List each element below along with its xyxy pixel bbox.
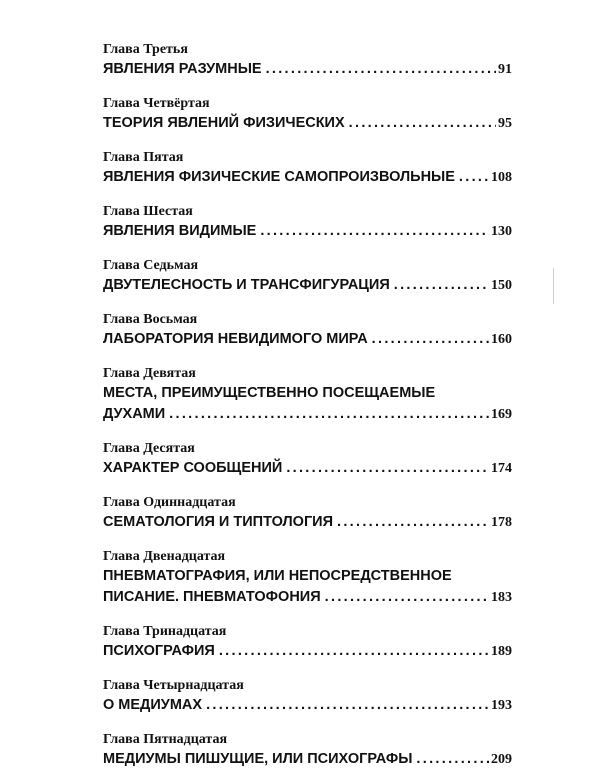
chapter-title-row (103, 512, 512, 533)
chapter-title: ЯВЛЕНИЯ ФИЗИЧЕСКИЕ САМОПРОИЗВОЛЬНЫЕ (103, 169, 455, 185)
dot-leader (459, 167, 489, 188)
toc-entry (103, 310, 512, 350)
chapter-title: ПИСАНИЕ. ПНЕВМАТОФОНИЯ (103, 589, 321, 605)
page-number: 95 (498, 116, 512, 131)
chapter-label: Глава Десятая (103, 441, 195, 456)
page-number: 150 (491, 278, 512, 293)
page-number: 108 (491, 170, 512, 185)
chapter-title: ДУХАМИ (103, 406, 166, 422)
chapter-label: Глава Четырнадцатая (103, 678, 244, 693)
page-number: 183 (491, 590, 512, 605)
chapter-title-row (103, 59, 512, 80)
chapter-title-row (103, 329, 512, 350)
chapter-title: ЯВЛЕНИЯ ВИДИМЫЕ (103, 223, 257, 239)
chapter-title-row (103, 641, 512, 662)
chapter-label: Глава Пятнадцатая (103, 732, 228, 747)
dot-leader (169, 404, 489, 425)
dot-leader (372, 329, 489, 350)
toc-entry (103, 622, 512, 662)
page-number: 160 (491, 332, 512, 347)
chapter-title-row (103, 749, 512, 770)
chapter-title-line: МЕСТА, ПРЕИМУЩЕСТВЕННО ПОСЕЩАЕМЫЕ (103, 385, 436, 401)
chapter-title-line: ПНЕВМАТОГРАФИЯ, ИЛИ НЕПОСРЕДСТВЕННОЕ (103, 568, 452, 584)
page-number: 130 (491, 224, 512, 239)
chapter-title-row (103, 404, 512, 425)
chapter-title-row (103, 275, 512, 296)
dot-leader (325, 587, 489, 608)
dot-leader (286, 458, 489, 479)
chapter-label: Глава Двенадцатая (103, 549, 226, 564)
toc-entry (103, 256, 512, 296)
chapter-title: ПСИХОГРАФИЯ (103, 643, 215, 659)
table-of-contents (103, 40, 512, 784)
chapter-label: Глава Седьмая (103, 258, 199, 273)
toc-entry (103, 676, 512, 716)
chapter-title: О МЕДИУМАХ (103, 697, 203, 713)
page-number: 91 (498, 62, 512, 77)
toc-entry (103, 439, 512, 479)
chapter-label: Глава Шестая (103, 204, 193, 219)
chapter-title-row (103, 587, 512, 608)
chapter-label: Глава Пятая (103, 150, 184, 165)
chapter-title-row (103, 695, 512, 716)
dot-leader (219, 641, 489, 662)
chapter-title: ЯВЛЕНИЯ РАЗУМНЫЕ (103, 61, 262, 77)
dot-leader (206, 695, 489, 716)
chapter-title: ЛАБОРАТОРИЯ НЕВИДИМОГО МИРА (103, 331, 368, 347)
toc-entry (103, 148, 512, 188)
chapter-title-row (103, 221, 512, 242)
page-edge-mark (553, 268, 554, 304)
chapter-label: Глава Третья (103, 42, 188, 57)
chapter-title: МЕДИУМЫ ПИШУЩИЕ, ИЛИ ПСИХОГРАФЫ (103, 751, 413, 767)
page-number: 189 (491, 644, 512, 659)
chapter-title: СЕМАТОЛОГИЯ И ТИПТОЛОГИЯ (103, 514, 334, 530)
chapter-label: Глава Девятая (103, 366, 196, 381)
chapter-title-row (103, 113, 512, 134)
dot-leader (416, 749, 489, 770)
page-number: 178 (491, 515, 512, 530)
chapter-title-row (103, 167, 512, 188)
toc-entry (103, 40, 512, 80)
toc-entry (103, 730, 512, 770)
toc-entry (103, 547, 512, 608)
toc-entry (103, 364, 512, 425)
chapter-title-row (103, 458, 512, 479)
page-number: 193 (491, 698, 512, 713)
page-number: 169 (491, 407, 512, 422)
dot-leader (394, 275, 489, 296)
page-number: 174 (491, 461, 512, 476)
chapter-title: ДВУТЕЛЕСНОСТЬ И ТРАНСФИГУРАЦИЯ (103, 277, 390, 293)
page-number: 209 (491, 752, 512, 767)
dot-leader (337, 512, 489, 533)
dot-leader (260, 221, 489, 242)
chapter-label: Глава Восьмая (103, 312, 198, 327)
chapter-label: Глава Тринадцатая (103, 624, 227, 639)
toc-entry (103, 94, 512, 134)
dot-leader (349, 113, 496, 134)
dot-leader (266, 59, 496, 80)
toc-entry (103, 202, 512, 242)
chapter-title: ТЕОРИЯ ЯВЛЕНИЙ ФИЗИЧЕСКИХ (103, 115, 345, 131)
chapter-label: Глава Четвёртая (103, 96, 210, 111)
chapter-title: ХАРАКТЕР СООБЩЕНИЙ (103, 460, 283, 476)
toc-entry (103, 493, 512, 533)
chapter-label: Глава Одиннадцатая (103, 495, 236, 510)
